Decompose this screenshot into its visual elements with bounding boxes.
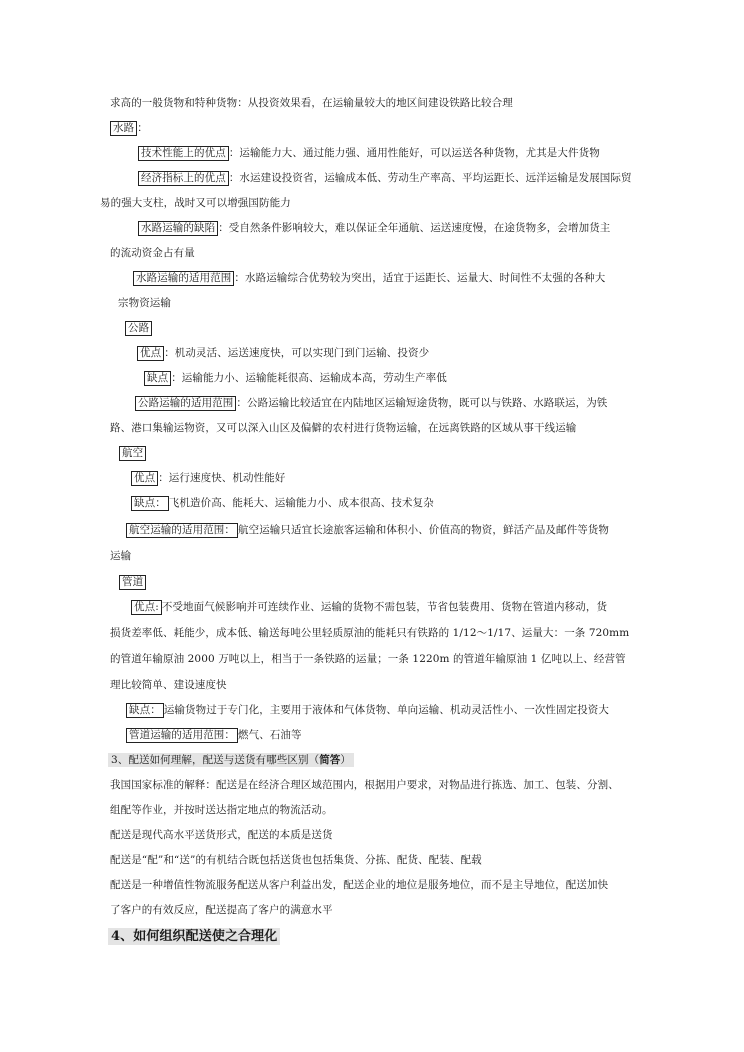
section-pipe <box>119 575 146 590</box>
label-box: 优点 <box>131 471 158 486</box>
text-line: 的管道年输原油 2000 万吨以上，相当于一条铁路的运量；一条 1220m 的管道年输原油 1 亿吨以上、经营管 <box>110 653 626 665</box>
text-span: 运输货物过于专门化，主要用于液体和气体货物、单向运输、机动灵活性小、一次性固定投资大 <box>163 704 610 716</box>
label-box: 优点 <box>137 346 164 361</box>
text-line: 了客户的有效反应，配送提高了客户的满意水平 <box>110 904 333 916</box>
water-defect-line <box>138 221 610 236</box>
label-box: 缺点 <box>144 371 171 386</box>
text-span: 航空运输只适宜长途旅客运输和体积小、价值高的物资，鲜活产品及邮件等货物 <box>238 524 609 536</box>
pipe-dis-line <box>126 703 609 718</box>
text-span: ：水运建设投资省，运输成本低、劳动生产率高、平均运距长、远洋运输是发展国际贸 <box>228 172 632 184</box>
text-line: 的流动资金占有量 <box>110 247 195 259</box>
label-box: 水路运输的适用范围 <box>133 271 234 286</box>
question-4-highlight: 4、如何组织配送使之合理化 <box>108 928 280 945</box>
label-box: 缺点： <box>131 496 169 511</box>
section-air <box>119 446 146 461</box>
pipe-adv-line <box>131 600 607 615</box>
label-box: 技术性能上的优点 <box>138 146 229 161</box>
text-span: 燃气、石油等 <box>238 729 302 741</box>
pipe-scope-line <box>126 728 302 743</box>
text-span: ：运输能力大、通过能力强、通用性能好，可以运送各种货物，尤其是大件货物 <box>228 147 600 159</box>
heading-water: 水路 <box>110 121 137 136</box>
section-water <box>110 121 148 136</box>
text-span: ） <box>340 754 351 766</box>
label-box: 管道运输的适用范围： <box>126 728 238 743</box>
text-span: ：水路运输综合优势较为突出，适宜于运距长、运量大、时间性不太强的各种大 <box>234 272 606 284</box>
text-line: 损货差率低、耗能少，成本低、输送每吨公里轻质原油的能耗只有铁路的 1/12～1/17、运量大：一条 720mm <box>110 627 630 639</box>
question-3-highlight <box>108 753 354 767</box>
label-box: 公路运输的适用范围 <box>135 396 236 411</box>
question-3-heading <box>108 753 354 767</box>
air-scope-line <box>126 523 609 538</box>
text-span: ：运行速度快、机动性能好 <box>158 472 286 484</box>
text-line: 求高的一般货物和特种货物：从投资效果看，在运输量较大的地区间建设铁路比较合理 <box>110 97 513 109</box>
text-line: 运输 <box>110 550 132 562</box>
label-box: 经济指标上的优点 <box>138 171 229 186</box>
text-line: 配送是现代高水平送货形式，配送的本质是送货 <box>110 829 333 841</box>
text-span: 飞机造价高、能耗大、运输能力小、成本很高、技术复杂 <box>168 497 434 509</box>
text-line: 我国国家标准的解释：配送是在经济合理区域范围内，根据用户要求，对物品进行拣选、加工、包装、分割、 <box>110 779 619 791</box>
text-line: 组配等作业，并按时送达指定地点的物流活动。 <box>110 804 333 816</box>
road-adv-line <box>137 346 429 361</box>
text-span: ：公路运输比较适宜在内陆地区运输短途货物，既可以与铁路、水路联运，为铁 <box>236 397 608 409</box>
text-span: ： <box>137 122 148 134</box>
text-span: ：运输能力小、运输能耗很高、运输成本高，劳动生产率低 <box>171 372 447 384</box>
text-span: 3、配送如何理解，配送与送货有哪些区别（ <box>111 754 320 766</box>
text-span: 不受地面气候影响并可连续作业、运输的货物不需包装，节省包装费用、货物在管道内移动，货 <box>161 601 608 613</box>
question-4-heading <box>108 930 280 944</box>
text-span: ：受自然条件影响较大，难以保证全年通航、运送速度慢，在途货物多，会增加货主 <box>218 222 611 234</box>
road-scope-line <box>135 396 607 411</box>
label-box: 优点: <box>131 600 162 615</box>
label-box: 缺点： <box>126 703 164 718</box>
text-line: 路、港口集输运物资，又可以深入山区及偏僻的农村进行货物运输，在远离铁路的区域从事干线运输 <box>110 422 577 434</box>
section-road <box>125 321 152 336</box>
text-line: 理比较简单、建设速度快 <box>110 679 227 691</box>
heading-air: 航空 <box>119 446 146 461</box>
air-dis-line <box>131 496 434 511</box>
water-scope-line <box>133 271 605 286</box>
heading-road: 公路 <box>125 321 152 336</box>
text-span: 简答 <box>319 754 341 766</box>
text-line: 宗物资运输 <box>118 297 171 309</box>
text-line: 配送是“配”和“送”的有机结合既包括送货也包括集货、分拣、配货、配装、配载 <box>110 854 482 866</box>
air-adv-line <box>131 471 285 486</box>
label-box: 水路运输的缺陷 <box>138 221 218 236</box>
text-line: 配送是一种增值性物流服务配送从客户利益出发，配送企业的地位是服务地位，而不是主导地位，配送加快 <box>110 879 609 891</box>
text-line: 易的强大支柱，战时又可以增强国防能力 <box>100 197 291 209</box>
text-span: ：机动灵活、运送速度快，可以实现门到门运输、投资少 <box>164 347 430 359</box>
water-econ-line <box>138 171 632 186</box>
label-box: 航空运输的适用范围： <box>126 523 238 538</box>
road-dis-line <box>144 371 447 386</box>
water-tech-line <box>138 146 600 161</box>
heading-pipe: 管道 <box>119 575 146 590</box>
